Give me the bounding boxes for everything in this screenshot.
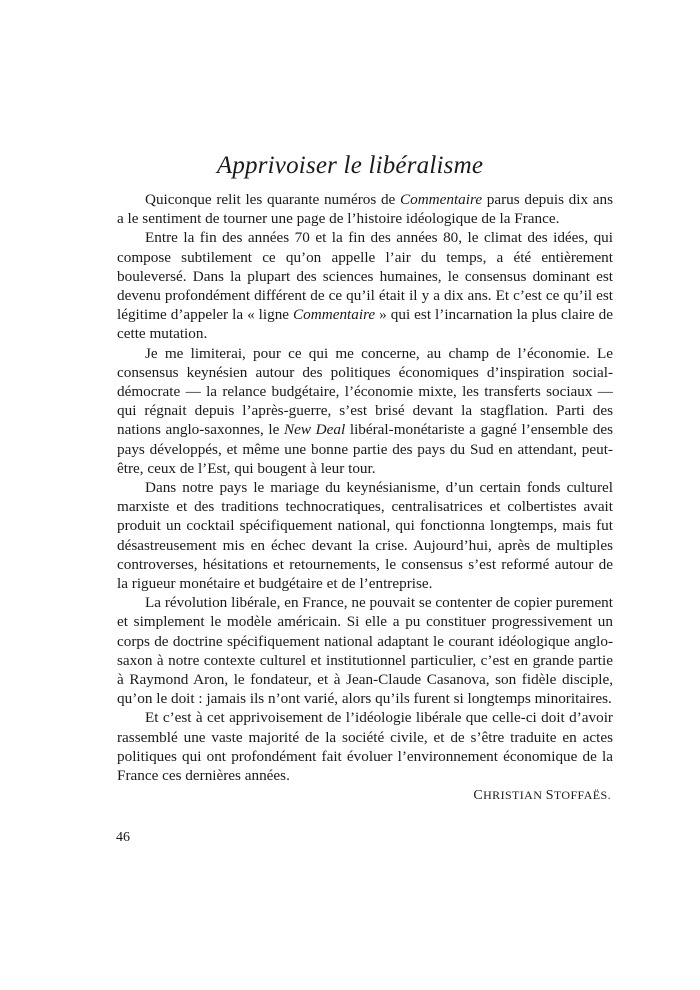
paragraph-list (117, 190, 613, 785)
paragraph (117, 344, 613, 478)
text-run: Dans notre pays le mariage du keynésianisme, d’un certain fonds culturel marxiste et des traditions technocratiques, centralisatrices et colbertistes avait produit un cocktail spécifiquement national, qui fonctionna longtemps, mais fut désastreusement mis en échec devant la crise. Aujourd’hui, après de multiples controverses, hésitations et retournements, le consensus s’est reformé autour de la rigueur monétaire et budgétaire et de l’entreprise. (117, 479, 613, 593)
text-run: La révolution libérale, en France, ne pouvait se contenter de copier purement et simplement le modèle américain. Si elle a pu constituer progressivement un corps de doctrine spécifiquement national adaptant le courant idéologique anglo-saxon à notre contexte culturel et institutionnel particulier, c’est en grande partie à Raymond Aron, le fondateur, et à Jean-Claude Casanova, son fidèle disciple, qu’on le doit : jamais ils n’ont varié, alors qu’ils furent si longtemps minoritaires. (117, 594, 613, 708)
text-run: Entre la fin des années 70 et la fin des années 80, le climat des idées, qui compose subtilement ce qu’on appelle l’air du temps, a été entièrement bouleversé. Dans la plupart des sciences humaines, le consensus dominant est devenu profondément différent de ce qu’il était il y a dix ans. Et c’est ce qu’il est légitime d’appeler la « ligne (117, 229, 613, 324)
text-run: parus depuis dix ans a le sentiment de tourner une page de l’histoire idéologique de la France. (117, 191, 614, 228)
paragraph (117, 593, 613, 708)
author-name: CHRISTIAN STOFFAËS. (473, 788, 611, 804)
text-run: Et c’est à cet apprivoisement de l’idéologie libérale que celle-ci doit d’avoir rassemblé une vaste majorité de la société civile, et de s’être traduite en actes politiques qui ont profondément fait évoluer l’environnement économique de la France ces dernières années. (117, 709, 613, 785)
paragraph (117, 478, 613, 593)
text-run: Quiconque relit les quarante numéros de (145, 191, 400, 208)
text-run: » qui est l’incarnation la plus claire de cette mutation. (117, 306, 613, 343)
paragraph (117, 708, 613, 785)
paragraph (117, 190, 613, 228)
text-run: libéral-monétariste a gagné l’ensemble des pays développés, et même une bonne partie des pays du Sud en attendant, peut-être, ceux de l’Est, qui bougent à leur tour. (117, 421, 613, 477)
author-signature (117, 788, 611, 804)
paragraph (117, 228, 613, 343)
italic-text-run: Commentaire (399, 191, 483, 208)
italic-text-run: Commentaire (293, 306, 376, 324)
article-title: Apprivoiser le libéralisme (216, 152, 484, 179)
text-run: Je me limiterai, pour ce qui me concerne, au champ de l’économie. Le consensus keynésien autour des politiques économiques d’inspiration social-démocrate — la relance budgétaire, l’économie mixte, les transferts sociaux — qui régnait depuis l’après-guerre, s’est brisé devant la stagflation. Parti des nations anglo-saxonnes, le (117, 344, 613, 439)
page-number: 46 (116, 830, 130, 845)
italic-text-run: New Deal (284, 421, 346, 439)
article-body (117, 190, 613, 804)
